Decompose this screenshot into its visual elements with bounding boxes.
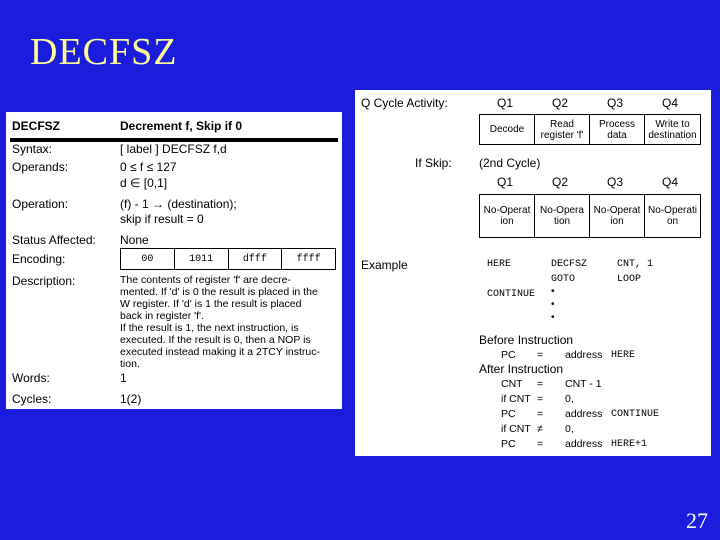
ellipsis-dot: • xyxy=(551,299,555,310)
encoding-cell: 1011 xyxy=(175,249,229,269)
example-loop: LOOP xyxy=(617,274,642,285)
after-val: CNT - 1 xyxy=(565,378,602,390)
cycles-value: 1(2) xyxy=(120,392,142,406)
after-eq: = xyxy=(537,408,544,420)
description-line: tion. xyxy=(120,358,140,370)
after-eq: = xyxy=(537,393,544,405)
before-label: Before Instruction xyxy=(479,333,574,347)
skip-cell: No-Operati on xyxy=(648,205,697,227)
encoding-label: Encoding: xyxy=(12,252,66,266)
q-cell: Read register 'f' xyxy=(535,115,590,144)
after-eq: = xyxy=(537,378,544,390)
syntax-label: Syntax: xyxy=(12,142,53,156)
description-line: mented. If 'd' is 0 the result is placed in the xyxy=(120,286,318,298)
operation-label: Operation: xyxy=(12,197,69,211)
q-header: Q3 xyxy=(607,96,624,110)
after-eq: = xyxy=(537,438,544,450)
cycles-label: Cycles: xyxy=(12,392,52,406)
instruction-header: Decrement f, Skip if 0 xyxy=(120,119,243,133)
example-label: Example xyxy=(361,258,408,272)
q-header: Q1 xyxy=(497,175,514,189)
description-line: W register. If 'd' is 1 the result is placed xyxy=(120,298,302,310)
page-number: 27 xyxy=(686,508,708,533)
after-eq: ≠ xyxy=(537,423,543,435)
after-sym: CONTINUE xyxy=(611,409,660,420)
description-line: back in register 'f'. xyxy=(120,310,204,322)
after-reg: PC xyxy=(501,438,516,450)
q-header: Q4 xyxy=(662,96,679,110)
q-header: Q3 xyxy=(607,175,624,189)
words-label: Words: xyxy=(12,371,50,385)
operands-label: Operands: xyxy=(12,160,69,174)
example-opcode: DECFSZ xyxy=(551,259,588,270)
instruction-detail-panel xyxy=(355,90,711,456)
q-header: Q4 xyxy=(662,175,679,189)
description-text xyxy=(120,274,320,370)
after-reg: CNT xyxy=(501,378,523,390)
syntax-value: [ label ] DECFSZ f,d xyxy=(120,142,227,156)
skip-cell: No-Operat ion xyxy=(590,195,645,237)
encoding-table xyxy=(120,248,336,270)
ellipsis-dot: • xyxy=(551,286,555,297)
before-reg: PC xyxy=(501,349,516,361)
example-operands: CNT, 1 xyxy=(617,259,654,270)
before-eq: = xyxy=(537,349,544,361)
skip-cell: No-Operat ion xyxy=(480,195,535,237)
ifskip-note: (2nd Cycle) xyxy=(479,156,541,170)
encoding-cell: dfff xyxy=(229,249,283,269)
q-header: Q2 xyxy=(552,96,569,110)
description-line: The contents of register 'f' are decre- xyxy=(120,274,291,286)
operation-line-2: skip if result = 0 xyxy=(120,212,204,226)
skip-cell: No-Opera tion xyxy=(535,195,590,237)
after-val: address xyxy=(565,438,603,450)
before-val: address xyxy=(565,349,603,361)
operands-line-1: 0 ≤ f ≤ 127 xyxy=(120,160,177,174)
encoding-cell: 00 xyxy=(121,249,175,269)
before-sym: HERE xyxy=(611,350,636,361)
after-val: 0, xyxy=(565,423,574,435)
example-continue: CONTINUE xyxy=(487,289,536,300)
status-value: None xyxy=(120,233,149,247)
description-line: executed instead making it a 2TCY instruc- xyxy=(120,346,320,358)
encoding-cell: ffff xyxy=(296,253,321,265)
after-reg: if CNT xyxy=(501,423,531,435)
after-reg: PC xyxy=(501,408,516,420)
skip-cycle-table xyxy=(479,194,701,238)
q-cell: Write to destination xyxy=(648,118,697,141)
instruction-summary-panel xyxy=(6,112,342,409)
description-label: Description: xyxy=(12,274,76,288)
q-header: Q1 xyxy=(497,96,514,110)
q-cycle-table xyxy=(479,114,701,145)
ifskip-label: If Skip: xyxy=(415,156,452,170)
status-label: Status Affected: xyxy=(12,233,96,247)
after-val: address xyxy=(565,408,603,420)
ellipsis-dot: • xyxy=(551,312,555,323)
q-cell: Process data xyxy=(590,115,645,144)
example-goto: GOTO xyxy=(551,274,576,285)
q-cell: Decode xyxy=(480,115,535,144)
after-label: After Instruction xyxy=(479,362,564,376)
operation-line-1: (f) - 1 → (destination); xyxy=(120,197,237,211)
qcycle-label: Q Cycle Activity: xyxy=(361,96,448,110)
example-label-here: HERE xyxy=(487,259,512,270)
operands-line-2: d ∈ [0,1] xyxy=(120,176,168,190)
instruction-name: DECFSZ xyxy=(12,119,60,133)
after-reg: if CNT xyxy=(501,393,531,405)
description-line: executed. If the result is 0, then a NOP is xyxy=(120,334,311,346)
words-value: 1 xyxy=(120,371,127,385)
after-sym: HERE+1 xyxy=(611,439,648,450)
after-val: 0, xyxy=(565,393,574,405)
slide-title: DECFSZ xyxy=(30,31,178,73)
q-header: Q2 xyxy=(552,175,569,189)
description-line: If the result is 1, the next instruction, is xyxy=(120,322,299,334)
